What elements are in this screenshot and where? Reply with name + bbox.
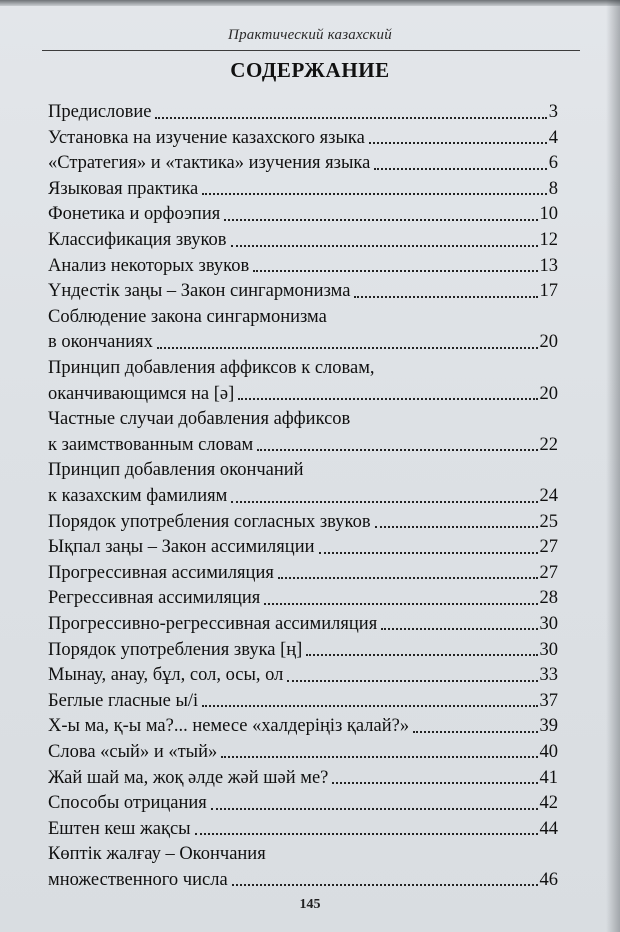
dot-leader bbox=[221, 756, 537, 758]
toc-entry-line bbox=[48, 403, 558, 429]
dot-leader bbox=[224, 219, 537, 221]
toc-entry-line bbox=[48, 326, 558, 352]
toc-entry-line bbox=[48, 813, 558, 839]
toc-entry-line bbox=[48, 198, 558, 224]
dot-leader bbox=[202, 705, 537, 707]
toc-entry-title: Фонетика и орфоэпия bbox=[48, 204, 221, 225]
toc-page-number: 40 bbox=[539, 741, 558, 762]
toc-entry-line bbox=[48, 173, 558, 199]
toc-entry-line bbox=[48, 147, 558, 173]
toc-page-number: 30 bbox=[539, 613, 558, 634]
dot-leader bbox=[374, 168, 546, 170]
toc-entry-title: «Стратегия» и «тактика» изучения языка bbox=[48, 153, 371, 174]
toc-page-number: 4 bbox=[548, 127, 558, 148]
toc-entry-line bbox=[48, 378, 558, 404]
toc-entry-line bbox=[48, 96, 558, 122]
page-right-edge bbox=[606, 0, 620, 932]
header-rule bbox=[42, 50, 580, 51]
dot-leader bbox=[375, 526, 538, 528]
dot-leader bbox=[354, 296, 537, 298]
toc-entry-title: Беглые гласные ы/і bbox=[48, 690, 199, 711]
dot-leader bbox=[238, 398, 537, 400]
toc-page-number: 37 bbox=[539, 690, 558, 711]
toc-entry-line bbox=[48, 838, 558, 864]
toc-entry-title: Регрессивная ассимиляция bbox=[48, 588, 261, 609]
toc-page-number: 41 bbox=[539, 767, 558, 788]
toc-entry-title: Прогрессивная ассимиляция bbox=[48, 562, 274, 583]
dot-leader bbox=[264, 603, 537, 605]
toc-page-number: 20 bbox=[539, 332, 558, 353]
toc-page-number: 39 bbox=[539, 716, 558, 737]
toc-page-number: 42 bbox=[539, 793, 558, 814]
toc-page-number: 44 bbox=[539, 818, 558, 839]
toc-entry-title: Анализ некоторых звуков bbox=[48, 255, 250, 276]
toc-entry-line bbox=[48, 454, 558, 480]
toc-page-number: 10 bbox=[539, 204, 558, 225]
toc-entry-title: Жай шай ма, жоқ әлде жәй шәй ме? bbox=[48, 767, 329, 788]
dot-leader bbox=[211, 808, 538, 810]
dot-leader bbox=[306, 654, 537, 656]
toc-page-number: 6 bbox=[548, 153, 558, 174]
running-head: Практический казахский bbox=[228, 27, 392, 43]
toc-page-number: 3 bbox=[548, 102, 558, 123]
toc-entry-title: Х-ы ма, қ-ы ма?... немесе «халдеріңіз қалай?» bbox=[48, 716, 410, 737]
toc-entry-title: Принцип добавления окончаний bbox=[48, 460, 304, 481]
toc-entry-title: Слова «сый» и «тый» bbox=[48, 741, 218, 762]
toc-entry-title: Языковая практика bbox=[48, 178, 199, 199]
dot-leader bbox=[195, 833, 538, 835]
toc-entry-title: множественного числа bbox=[48, 869, 228, 890]
toc-page-number: 17 bbox=[539, 281, 558, 302]
toc-page-number: 27 bbox=[539, 537, 558, 558]
toc-entry-line bbox=[48, 685, 558, 711]
toc-page-number: 12 bbox=[539, 230, 558, 251]
toc-entry-line bbox=[48, 352, 558, 378]
toc-page-number: 24 bbox=[539, 486, 558, 506]
toc-entry-title: к казахским фамилиям bbox=[48, 486, 228, 506]
toc-page-number: 13 bbox=[539, 255, 558, 276]
toc-entry-line bbox=[48, 122, 558, 148]
dot-leader bbox=[278, 577, 538, 579]
toc-entry-line bbox=[48, 736, 558, 762]
toc-entry-line bbox=[48, 608, 558, 634]
toc-entry-line bbox=[48, 506, 558, 532]
toc-entry-line bbox=[48, 761, 558, 787]
toc-page-number: 25 bbox=[539, 511, 558, 532]
toc-page-number: 20 bbox=[539, 383, 558, 404]
toc-entry-title: Классификация звуков bbox=[48, 230, 227, 251]
dot-leader bbox=[231, 501, 537, 503]
page-number: 145 bbox=[299, 897, 321, 912]
toc-entry-line bbox=[48, 582, 558, 608]
dot-leader bbox=[232, 884, 538, 886]
toc-entry-title: Мынау, анау, бұл, сол, осы, ол bbox=[48, 665, 284, 686]
toc-entry-title: Ықпал заңы – Закон ассимиляции bbox=[48, 537, 315, 558]
toc-entry-title: Үндестік заңы – Закон сингармонизма bbox=[48, 281, 351, 302]
toc-entry-title: Предисловие bbox=[48, 102, 152, 123]
page-title: СОДЕРЖАНИЕ bbox=[230, 58, 390, 82]
toc-entry-title: в окончаниях bbox=[48, 332, 153, 353]
toc-entry-line bbox=[48, 710, 558, 736]
toc-entry-title: к заимствованным словам bbox=[48, 434, 254, 455]
dot-leader bbox=[155, 117, 546, 119]
toc-entry-line bbox=[48, 480, 558, 506]
toc-entry-title: Прогрессивно-регрессивная ассимиляция bbox=[48, 613, 378, 634]
toc-entry-line bbox=[48, 787, 558, 813]
toc-entry-title: Соблюдение закона сингармонизма bbox=[48, 306, 327, 327]
toc-entry-line bbox=[48, 250, 558, 276]
toc-page-number: 27 bbox=[539, 562, 558, 583]
page-top-edge bbox=[0, 0, 620, 6]
dot-leader bbox=[319, 552, 538, 554]
toc-entry-line bbox=[48, 659, 558, 685]
dot-leader bbox=[257, 449, 537, 451]
toc-entry-line bbox=[48, 557, 558, 583]
dot-leader bbox=[287, 680, 537, 682]
dot-leader bbox=[413, 731, 537, 733]
dot-leader bbox=[157, 347, 538, 349]
toc-entry-title: Установка на изучение казахского языка bbox=[48, 127, 365, 148]
toc-entry-line bbox=[48, 429, 558, 455]
dot-leader bbox=[231, 245, 538, 247]
toc-entry-line bbox=[48, 275, 558, 301]
toc-entry-title: оканчивающимся на [ə] bbox=[48, 383, 235, 404]
toc-entry-title: Ештен кеш жақсы bbox=[48, 818, 191, 839]
toc-page-number: 28 bbox=[539, 588, 558, 609]
toc-entry-title: Частные случаи добавления аффиксов bbox=[48, 409, 351, 430]
toc-entry-title: Порядок употребления согласных звуков bbox=[48, 511, 371, 532]
toc-page-number: 22 bbox=[539, 434, 558, 455]
toc-entry-title: Көптік жалғау – Окончания bbox=[48, 844, 266, 865]
toc-entry-line bbox=[48, 531, 558, 557]
toc-entry-line bbox=[48, 224, 558, 250]
toc-entry-line bbox=[48, 864, 558, 890]
dot-leader bbox=[332, 782, 537, 784]
toc-entry-line bbox=[48, 633, 558, 659]
dot-leader bbox=[202, 193, 547, 195]
table-of-contents bbox=[48, 96, 558, 889]
dot-leader bbox=[381, 628, 537, 630]
toc-entry-title: Способы отрицания bbox=[48, 793, 207, 814]
toc-entry-title: Принцип добавления аффиксов к словам, bbox=[48, 358, 375, 379]
dot-leader bbox=[253, 270, 537, 272]
toc-page-number: 8 bbox=[548, 178, 558, 199]
toc-entry-title: Порядок употребления звука [ң] bbox=[48, 639, 303, 660]
toc-page-number: 33 bbox=[539, 665, 558, 686]
toc-entry-line bbox=[48, 301, 558, 327]
toc-page-number: 30 bbox=[539, 639, 558, 660]
toc-page-number: 46 bbox=[539, 869, 558, 890]
dot-leader bbox=[369, 142, 547, 144]
